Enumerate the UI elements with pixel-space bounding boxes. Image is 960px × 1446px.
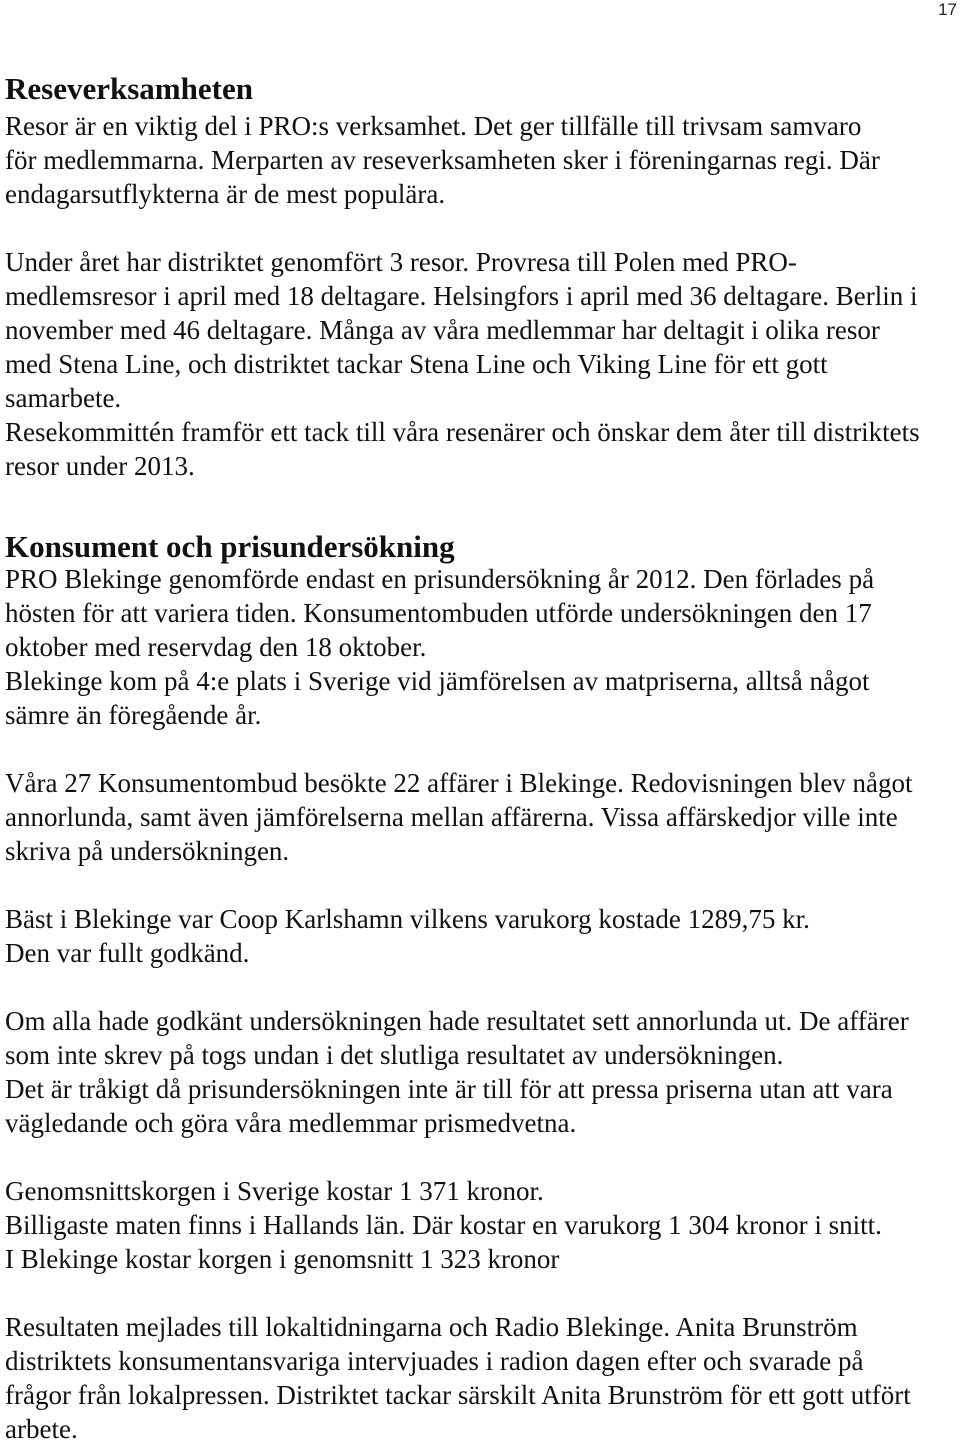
text-line: frågor från lokalpressen. Distriktet tackar särskilt Anita Brunström för ett gott utfört	[5, 1380, 911, 1410]
text-line: Våra 27 Konsumentombud besökte 22 affärer i Blekinge. Redovisningen blev något	[5, 768, 913, 798]
text-line: med Stena Line, och distriktet tackar Stena Line och Viking Line för ett gott	[5, 349, 828, 379]
section-heading-konsument: Konsument och prisundersökning	[5, 529, 455, 564]
text-line: för medlemmarna. Merparten av reseverksamheten sker i föreningarnas regi. Där	[5, 145, 880, 175]
text-line: distriktets konsumentansvariga intervjuades i radion dagen efter och svarade på	[5, 1346, 864, 1376]
text-line: Bäst i Blekinge var Coop Karlshamn vilkens varukorg kostade 1289,75 kr.	[5, 904, 810, 934]
paragraph	[5, 1314, 955, 1442]
text-line: november med 46 deltagare. Många av våra medlemmar har deltagit i olika resor	[5, 315, 880, 345]
text-line: vägledande och göra våra medlemmar prismedvetna.	[5, 1108, 577, 1138]
text-line: Den var fullt godkänd.	[5, 938, 250, 968]
text-line: I Blekinge kostar korgen i genomsnitt 1 323 kronor	[5, 1244, 560, 1274]
text-line: annorlunda, samt även jämförelserna mellan affärerna. Vissa affärskedjor ville inte	[5, 802, 898, 832]
text-line: resor under 2013.	[5, 451, 195, 481]
text-line: hösten för att variera tiden. Konsumentombuden utförde undersökningen den 17	[5, 598, 872, 628]
section-body-reseverksamheten	[5, 113, 955, 479]
text-line: Resor är en viktig del i PRO:s verksamhet. Det ger tillfälle till trivsam samvaro	[5, 111, 862, 141]
paragraph	[5, 770, 955, 864]
text-line: Billigaste maten finns i Hallands län. Där kostar en varukorg 1 304 kronor i snitt.	[5, 1210, 882, 1240]
text-line: medlemsresor i april med 18 deltagare. Helsingfors i april med 36 deltagare. Berlin i	[5, 281, 918, 311]
paragraph	[5, 566, 955, 728]
text-line: Det är tråkigt då prisundersökningen inte är till för att pressa priserna utan att vara	[5, 1074, 893, 1104]
text-line: arbete.	[5, 1414, 78, 1444]
paragraph	[5, 1178, 955, 1272]
paragraph	[5, 906, 955, 966]
text-line: Genomsnittskorgen i Sverige kostar 1 371 kronor.	[5, 1176, 544, 1206]
paragraph	[5, 113, 955, 207]
text-line: Resekommittén framför ett tack till våra resenärer och önskar dem åter till distriktets	[5, 417, 920, 447]
text-line: oktober med reservdag den 18 oktober.	[5, 632, 427, 662]
paragraph	[5, 1008, 955, 1136]
text-line: skriva på undersökningen.	[5, 836, 290, 866]
text-line: Under året har distriktet genomfört 3 resor. Provresa till Polen med PRO-	[5, 247, 797, 277]
text-line: PRO Blekinge genomförde endast en prisundersökning år 2012. Den förlades på	[5, 564, 875, 594]
paragraph	[5, 249, 955, 479]
page-number: 17	[938, 0, 957, 19]
text-line: sämre än föregående år.	[5, 700, 262, 730]
text-line: samarbete.	[5, 383, 122, 413]
section-body-konsument	[5, 566, 955, 1442]
text-line: Blekinge kom på 4:e plats i Sverige vid jämförelsen av matpriserna, alltså något	[5, 666, 870, 696]
text-line: Resultaten mejlades till lokaltidningarna och Radio Blekinge. Anita Brunström	[5, 1312, 858, 1342]
text-line: som inte skrev på togs undan i det slutliga resultatet av undersökningen.	[5, 1040, 784, 1070]
section-heading-reseverksamheten: Reseverksamheten	[5, 71, 253, 106]
text-line: endagarsutflykterna är de mest populära.	[5, 179, 446, 209]
text-line: Om alla hade godkänt undersökningen hade resultatet sett annorlunda ut. De affärer	[5, 1006, 909, 1036]
